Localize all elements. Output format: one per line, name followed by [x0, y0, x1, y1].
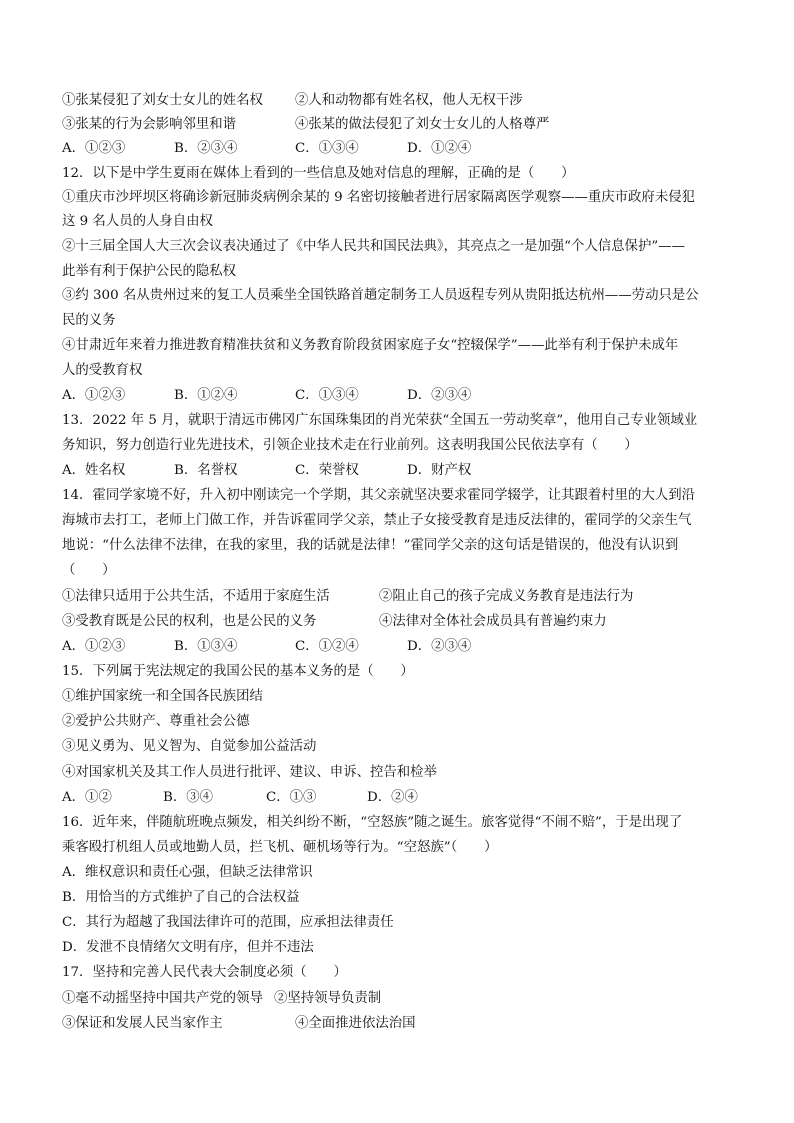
q12-statement-2a: ②十三届全国人大三次会议表决通过了《中华人民共和国民法典》，其亮点之一是加强“个人信息保护”—— [62, 239, 685, 254]
q12-statement-3b: 民的义务 [62, 313, 116, 328]
q15-choice-b: B．③④ [163, 790, 214, 805]
q12-statement-1a: ①重庆市沙坪坝区将确诊新冠肺炎病例余某的 9 名密切接触者进行居家隔离医学观察——重庆市政府未侵犯 [62, 190, 695, 205]
q16-choice-d: D．发泄不良情绪欠文明有序，但并不违法 [62, 940, 314, 955]
q15-option-3: ③见义勇为、见义智为、自觉参加公益活动 [62, 739, 317, 754]
q14-choice-b: B．①③④ [174, 639, 238, 654]
q16-stem-b: 乘客殴打机组人员或地勤人员，拦飞机、砸机场等行为。“空怒族”（ ） [62, 840, 498, 855]
q14-option-3: ③受教育既是公民的权利，也是公民的义务 [62, 614, 317, 629]
q16-choice-a: A．维权意识和责任心强，但缺乏法律常识 [62, 865, 313, 880]
q12-statement-2b: 此举有利于保护公民的隐私权 [62, 264, 237, 279]
q14-stem-c: 地说：“什么法律不法律，在我的家里，我的话就是法律！”霍同学父亲的这句话是错误的，他没有认识到 [62, 538, 679, 553]
q12-statement-1b: 这 9 名人员的人身自由权 [62, 214, 213, 229]
q14-option-1: ①法律只适用于公共生活，不适用于家庭生活 [62, 589, 330, 604]
q15-choice-a: A．①② [62, 790, 112, 805]
q13-choice-c: C．荣誉权 [295, 463, 359, 478]
q15-option-4: ④对国家机关及其工作人员进行批评、建议、申诉、控告和检举 [62, 765, 437, 780]
q11-option-4: ④张某的做法侵犯了刘女士女儿的人格尊严 [295, 117, 550, 132]
q14-choice-c: C．①②④ [295, 639, 359, 654]
q12-choice-a: A．①②③ [62, 388, 126, 403]
q17-option-1: ①毫不动摇坚持中国共产党的领导 [62, 991, 263, 1006]
q12-choice-b: B．①②④ [174, 388, 238, 403]
q15-stem: 15．下列属于宪法规定的我国公民的基本义务的是（ ） [62, 664, 414, 679]
q16-choice-c: C．其行为超越了我国法律许可的范围，应承担法律责任 [62, 915, 394, 930]
q14-choice-d: D．②③④ [407, 639, 472, 654]
q11-choice-c: C．①③④ [295, 141, 359, 156]
q13-choice-d: D．财产权 [407, 463, 472, 478]
q11-choice-b: B．②③④ [174, 141, 238, 156]
q14-choice-a: A．①②③ [62, 639, 126, 654]
q17-option-2: ②坚持领导负责制 [274, 991, 382, 1006]
q12-stem: 12．以下是中学生夏雨在媒体上看到的一些信息及她对信息的理解，正确的是（ ） [62, 166, 575, 181]
q12-choice-c: C．①③④ [295, 388, 359, 403]
q15-option-2: ②爱护公共财产、尊重社会公德 [62, 714, 250, 729]
q13-stem-b: 务知识，努力创造行业先进技术，引领企业技术走在行业前列。这表明我国公民依法享有（ ） [62, 438, 638, 453]
q13-stem-a: 13．2022 年 5 月，就职于清远市佛冈广东国珠集团的肖光荣获“全国五一劳动奖章”，他用自己专业领域业 [62, 413, 698, 428]
q17-stem: 17．坚持和完善人民代表大会制度必须（ ） [62, 965, 347, 980]
q13-choice-b: B．名誉权 [174, 463, 238, 478]
q14-option-2: ②阻止自己的孩子完成义务教育是违法行为 [379, 589, 634, 604]
q16-choice-b: B．用恰当的方式维护了自己的合法权益 [62, 890, 300, 905]
q12-statement-4a: ④甘肃近年来着力推进教育精准扶贫和义务教育阶段贫困家庭子女“控辍保学”——此举有利于保护未成年 [62, 338, 679, 353]
q14-stem-d: （ ） [62, 563, 116, 578]
q14-stem-b: 海城市去打工，老师上门做工作，并告诉霍同学父亲，禁止子女接受教育是违反法律的，霍同学的父亲生气 [62, 513, 692, 528]
q11-option-2: ②人和动物都有姓名权，他人无权干涉 [295, 93, 523, 108]
q12-statement-3a: ③约 300 名从贵州过来的复工人员乘坐全国铁路首趟定制务工人员返程专列从贵阳抵达杭州——劳动只是公 [62, 288, 699, 303]
q15-choice-d: D．②④ [367, 790, 418, 805]
q12-choice-d: D．②③④ [407, 388, 472, 403]
q15-option-1: ①维护国家统一和全国各民族团结 [62, 689, 263, 704]
q12-statement-4b: 人的受教育权 [62, 363, 143, 378]
q17-option-4: ④全面推进依法治国 [295, 1016, 416, 1031]
q14-option-4: ④法律对全体社会成员具有普遍约束力 [379, 614, 607, 629]
q11-option-1: ①张某侵犯了刘女士女儿的姓名权 [62, 93, 263, 108]
q14-stem-a: 14．霍同学家境不好，升入初中刚读完一个学期，其父亲就坚决要求霍同学辍学，让其跟着村里的大人到沿 [62, 488, 696, 503]
q11-option-3: ③张某的行为会影响邻里和谐 [62, 117, 237, 132]
q13-choice-a: A．姓名权 [62, 463, 126, 478]
q11-choice-a: A．①②③ [62, 141, 126, 156]
q11-choice-d: D．①②④ [407, 141, 472, 156]
q16-stem-a: 16．近年来，伴随航班晚点频发，相关纠纷不断，“空怒族”随之诞生。旅客觉得“不闹不赔”，于是出现了 [62, 815, 683, 830]
q17-option-3: ③保证和发展人民当家作主 [62, 1016, 223, 1031]
q15-choice-c: C．①③ [266, 790, 317, 805]
